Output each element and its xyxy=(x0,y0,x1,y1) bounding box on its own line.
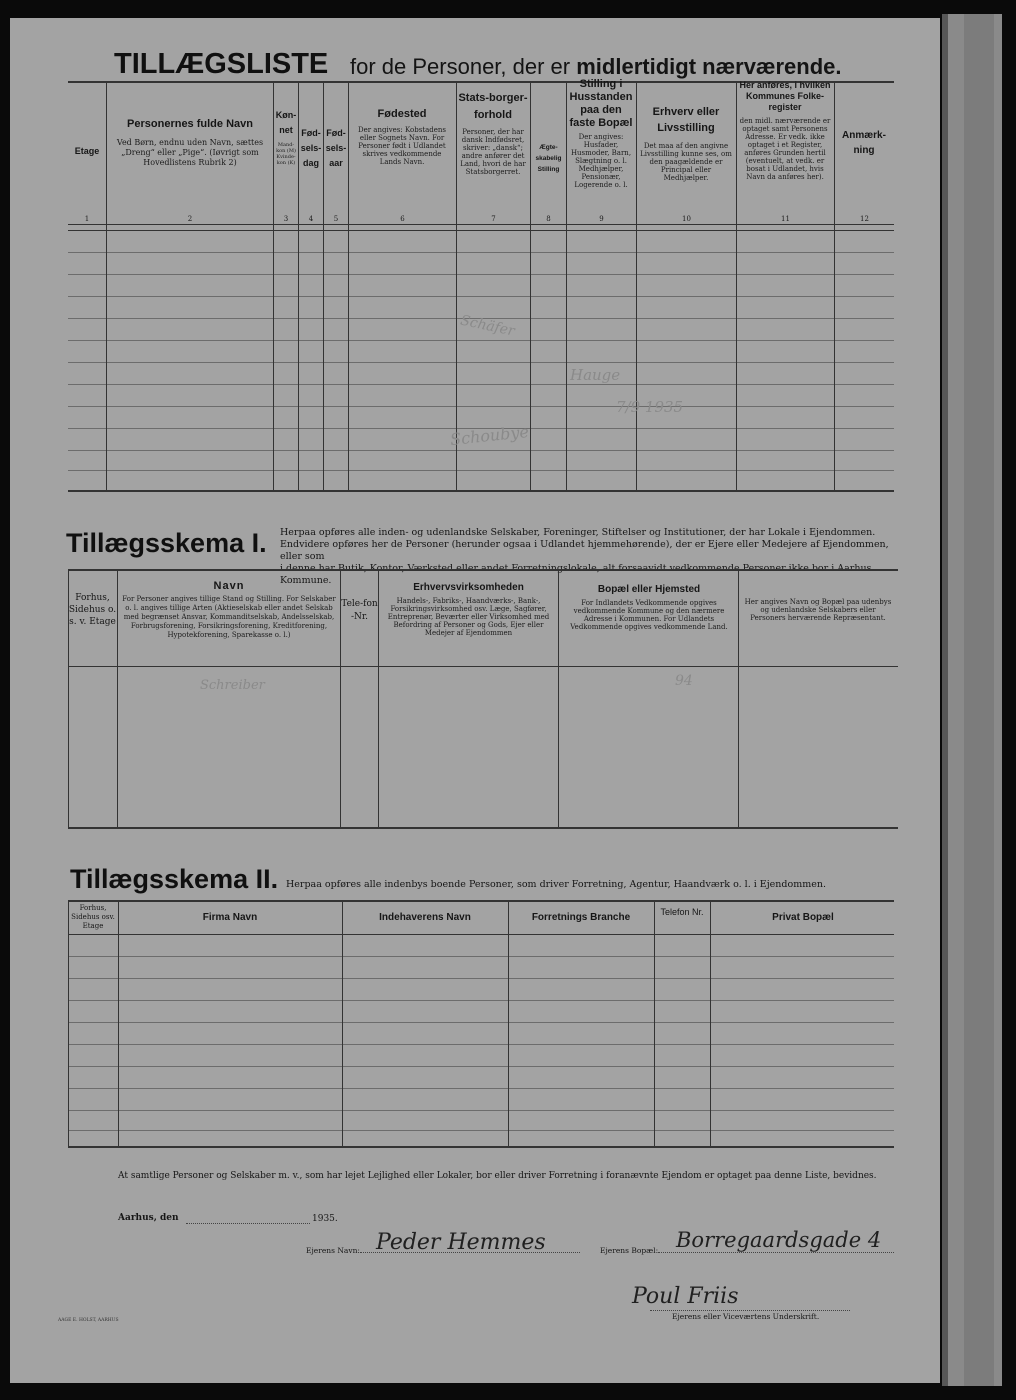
colnum-7: 7 xyxy=(491,215,496,223)
page-fold xyxy=(942,14,1002,1386)
signature-label: Ejerens eller Viceværtens Underskrift. xyxy=(672,1312,820,1321)
s1-col-etage: Forhus, Sidehus o. s. v. Etage xyxy=(68,593,117,627)
printer-imprint: AAGE E. HOLST, AARHUS xyxy=(58,1318,119,1323)
s2-col-etage: Forhus, Sidehus osv. Etage xyxy=(71,904,115,930)
date-field[interactable] xyxy=(186,1223,310,1224)
col-birthyear: Fød-sels-aar xyxy=(325,128,347,168)
year-label: 1935. xyxy=(312,1214,338,1224)
colnum-1: 1 xyxy=(84,215,90,223)
ghost-writing: Schoubye xyxy=(449,421,530,450)
colnum-4: 4 xyxy=(308,215,314,223)
col-occupation: Erhverv eller Livsstilling Det maa af den angivne Livsstilling kunne ses, om den paagældende er Principal eller Medhjælper. xyxy=(640,106,732,182)
s1-col-representative: Her angives Navn og Bopæl paa udenbys og udenlandske Selskabers eller Personers herværende Repræsentant. xyxy=(744,598,892,622)
colnum-2: 2 xyxy=(187,215,193,223)
ghost-writing: 7/9 1935 xyxy=(616,398,684,416)
schedule-2-intro: Herpaa opføres alle indenbys boende Personer, som driver Forretning, Agentur, Haandværk o. l. i Ejendommen. xyxy=(286,879,826,890)
form-title: TILLÆGSLISTE xyxy=(114,48,329,80)
colnum-3: 3 xyxy=(283,215,289,223)
owner-address-label: Ejerens Bopæl: xyxy=(600,1246,659,1255)
certification-text: At samtlige Personer og Selskaber m. v., som har lejet Lejlighed eller Lokaler, bor eller driver Forretning i foranævnte Ejendom er optaget paa denne Liste, bevidnes. xyxy=(118,1171,877,1181)
signature-field[interactable] xyxy=(650,1310,850,1311)
owner-address-handwritten: Borregaardsgade 4 xyxy=(676,1228,882,1252)
colnum-9: 9 xyxy=(599,215,604,223)
signature-handwritten: Poul Friis xyxy=(632,1284,739,1309)
owner-address-field[interactable] xyxy=(658,1252,894,1253)
col-household-position: Stilling i Husstanden paa den faste Bopæl Der angives: Husfader, Husmoder, Barn, Slægtning o. l. Medhjælper, Pensionær, Logerende o. l. xyxy=(569,78,633,189)
schedule-2-title: Tillægsskema II. xyxy=(70,864,279,894)
col-birthplace: Fødested Der angives: Kobstadens eller Sognets Navn. For Personer født i Udlandet skrives vedkommende Lands Navn. xyxy=(357,108,447,166)
col-remarks: Anmærk-ning xyxy=(842,130,886,156)
colnum-5: 5 xyxy=(333,215,339,223)
schedule-1-title: Tillægsskema I. xyxy=(66,528,267,558)
ghost-writing: Hauge xyxy=(570,366,621,384)
col-birthday: Fød-sels-dag xyxy=(300,128,322,168)
owner-name-handwritten: Peder Hemmes xyxy=(376,1230,546,1255)
col-marital: Ægte-skabelig Stilling xyxy=(535,144,562,173)
colnum-11: 11 xyxy=(781,215,790,223)
colnum-10: 10 xyxy=(682,215,691,223)
col-full-name: Personernes fulde Navn Ved Børn, endnu uden Navn, sættes „Dreng“ eller „Pige“. (Iøvrigt som Hovedlistens Rubrik 2) xyxy=(116,118,264,167)
col-gender: Køn-net Mand-kon (M) Kvinde-kon (K) xyxy=(275,110,297,166)
colnum-8: 8 xyxy=(546,215,551,223)
col-etage: Etage xyxy=(74,146,100,156)
owner-name-label: Ejerens Navn: xyxy=(306,1246,360,1255)
ghost-writing: Schreiber xyxy=(200,678,265,693)
colnum-6: 6 xyxy=(400,215,405,223)
s1-col-business: Erhvervsvirksomheden Handels-, Fabriks-, Haandværks-, Bank-, Forsikringsvirksomhed osv. Læge, Sagfører, Entreprenør, Beværter eller Virksomhed med Befordring af Personer og Gods, Ejer eller Medejer af Ejendommen xyxy=(387,582,550,637)
ghost-writing: Schäfer xyxy=(458,312,517,340)
s2-col-private-address: Privat Bopæl xyxy=(772,912,834,923)
form-subtitle: for de Personer, der er midlertidigt nærværende. xyxy=(350,54,842,79)
s2-col-firm-name: Firma Navn xyxy=(202,912,258,923)
col-register: Her anføres, i hvilken Kommunes Folke-register den midl. nærværende er optaget samt Personens Adresse. Er vedk. ikke optaget i et Register, anføres Grunden hertil (eventuelt, at vedk. er bosat i Udlandet, hvis Navn da anføres her). xyxy=(739,80,831,181)
s2-col-owner-name: Indehaverens Navn xyxy=(379,912,471,923)
date-line: Aarhus, den xyxy=(118,1213,179,1223)
s2-col-phone: Telefon Nr. xyxy=(660,907,704,917)
col-citizenship: Stats-borger-forhold Personer, der har dansk Indfødsret, skriver: „dansk“; andre anfører det Land, hvori de har Statsborgerret. xyxy=(458,92,528,176)
s1-col-phone: Tele-fon-Nr. xyxy=(341,599,378,622)
census-form-page xyxy=(10,18,940,1383)
colnum-12: 12 xyxy=(860,215,869,223)
ghost-writing: 94 xyxy=(675,673,693,689)
schedule-1-intro: Herpaa opføres alle inden- og udenlandske Selskaber, Foreninger, Stiftelser og Institutioner, der har Lokale i Ejendommen. Endvidere opføres her de Personer (herunder ogsaa i Udlandet hjemmehørende), der er Ejere eller Medejere af Ejendommen, eller som Kommune. xyxy=(280,527,889,586)
s2-col-branch: Forretnings Branche xyxy=(531,912,631,923)
s1-col-residence: Bopæl eller Hjemsted For Indlandets Vedkommende opgives vedkommende Kommune og den nærmere Adresse i Kommunen. For Udlandets Vedkommende opgives vedkommende Land. xyxy=(570,584,728,631)
s1-col-name: Navn For Personer angives tillige Stand og Stilling. For Selskaber o. l. angives tillige Arten (Aktieselskab eller andet Selskab med begrænset Ansvar, Kommanditselskab, Andelsselskab, Forbrugsforening, Forsikringsforening, Kreditforening, Hypotekforening, Sparekasse o. l.) xyxy=(122,580,336,639)
